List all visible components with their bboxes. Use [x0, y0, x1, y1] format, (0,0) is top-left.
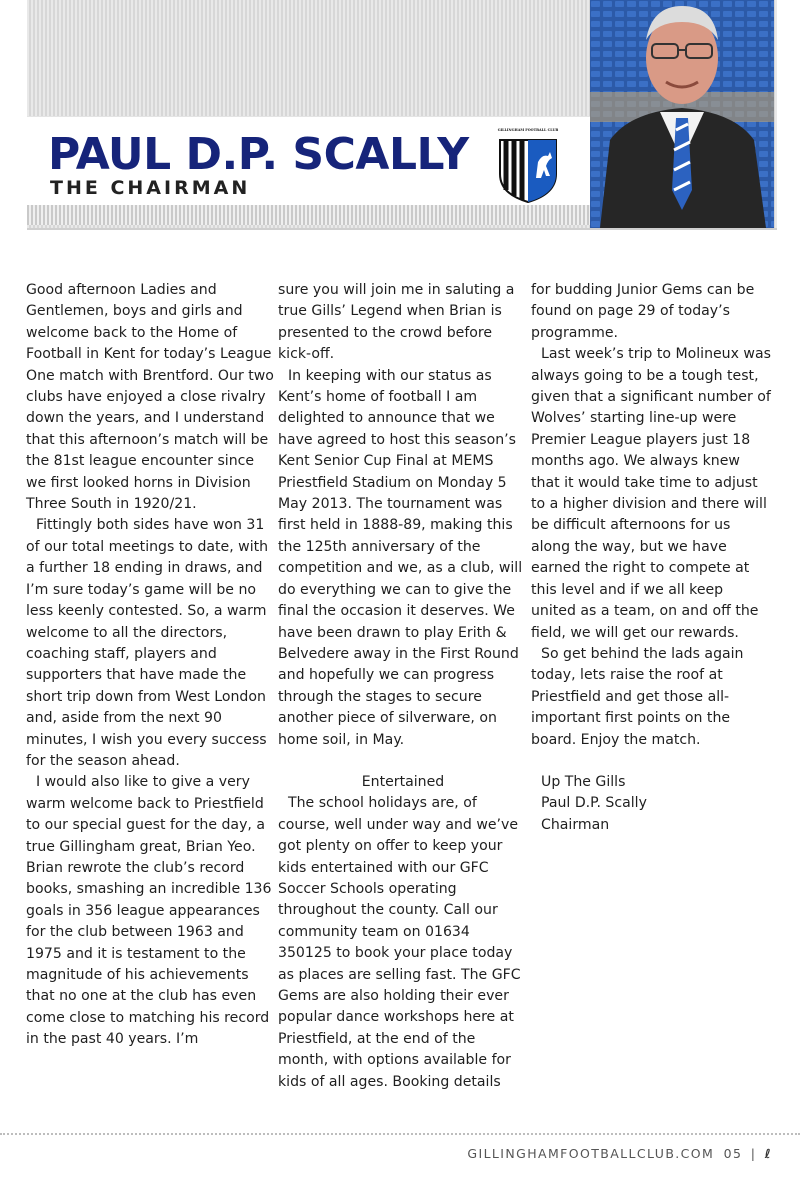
signoff	[531, 772, 771, 836]
column-1	[26, 280, 276, 1051]
paragraph: In keeping with our status as Kent’s home of football I am delighted to announce that we have agreed to host this season’s Kent Senior Cup Final at MEMS Priestfield Stadium on Monday 5 May 2013. The tournament was first held in 1888-89, making this the 125th anniversary of the competition and we, as a club, will do everything we can to give the final the occasion it deserves. We have been drawn to play Erith & Belvedere away in the First Round and hopefully we can progress through the stages to secure another piece of silverware, on home soil, in May.	[278, 367, 523, 748]
paragraph: The school holidays are, of course, well under way and we’ve got plenty on offer to keep your kids entertained with our GFC Soccer Schools operating throughout the county. Call our community team on 01634 350125 to book your place today as places are selling fast. The GFC Gems are also holding their ever popular dance workshops here at Priestfield, at the end of the month, with options available for kids of all ages. Booking details	[278, 795, 521, 1090]
crest-text: GILLINGHAM FOOTBALL CLUB	[497, 128, 559, 132]
paragraph: sure you will join me in saluting a true Gills’ Legend when Brian is presented to the crowd before kick-off.	[278, 282, 515, 363]
footer-mark: ℓ	[764, 1146, 772, 1161]
page-title: PAUL D.P. SCALLY	[48, 129, 469, 180]
signoff-line: Up The Gills	[541, 773, 626, 790]
footer	[467, 1146, 772, 1161]
subheading: Entertained	[361, 773, 445, 790]
chairman-photo	[590, 0, 774, 228]
paragraph: Good afternoon Ladies and Gentlemen, boys and girls and welcome back to the Home of Football in Kent for today’s League One match with Brentford. Our two clubs have enjoyed a close rivalry down the years, and I understand that this afternoon’s match will be the 81st league encounter since we first looked horns in Division Three South in 1920/21.	[26, 282, 274, 513]
footer-site: GILLINGHAMFOOTBALLCLUB.COM	[467, 1146, 715, 1161]
footer-separator: |	[750, 1146, 757, 1161]
paragraph: for budding Junior Gems can be found on page 29 of today’s programme.	[531, 282, 755, 341]
title-stripe	[27, 205, 590, 225]
footer-divider	[0, 1133, 800, 1135]
paragraph: Fittingly both sides have won 31 of our total meetings to date, with a further 18 ending in draws, and I’m sure today’s game will be no less keenly contested. So, a warm welcome to all the directors, coaching staff, players and supporters that have made the short trip down from West London and, aside from the next 90 minutes, I wish you every success for the season ahead.	[26, 517, 269, 769]
page-number: 05	[723, 1146, 743, 1161]
paragraph: I would also like to give a very warm welcome back to Priestfield to our special guest for the day, a true Gillingham great, Brian Yeo. Brian rewrote the club’s record books, smashing an incredible 136 goals in 356 league appearances for the club between 1963 and 1975 and it is testament to the magnitude of his achievements that no one at the club has even come close to matching his record in the past 40 years. I’m	[26, 774, 272, 1048]
page-subtitle: THE CHAIRMAN	[50, 177, 251, 199]
club-crest-icon	[496, 124, 560, 204]
column-2	[278, 280, 528, 1093]
paragraph: So get behind the lads again today, lets raise the roof at Priestfield and get those all-important first points on the board. Enjoy the match.	[531, 645, 744, 748]
column-3	[531, 280, 771, 836]
signoff-name: Paul D.P. Scally	[541, 795, 647, 812]
paragraph: Last week’s trip to Molineux was always going to be a tough test, given that a significant number of Wolves’ starting line-up were Premier League players just 18 months ago. We always knew that it would take time to adjust to a higher division and there will be difficult afternoons for us along the way, but we have earned the right to compete at this level and if we all keep united as a team, on and off the field, we will get our rewards.	[531, 346, 771, 641]
signoff-title: Chairman	[541, 816, 610, 833]
